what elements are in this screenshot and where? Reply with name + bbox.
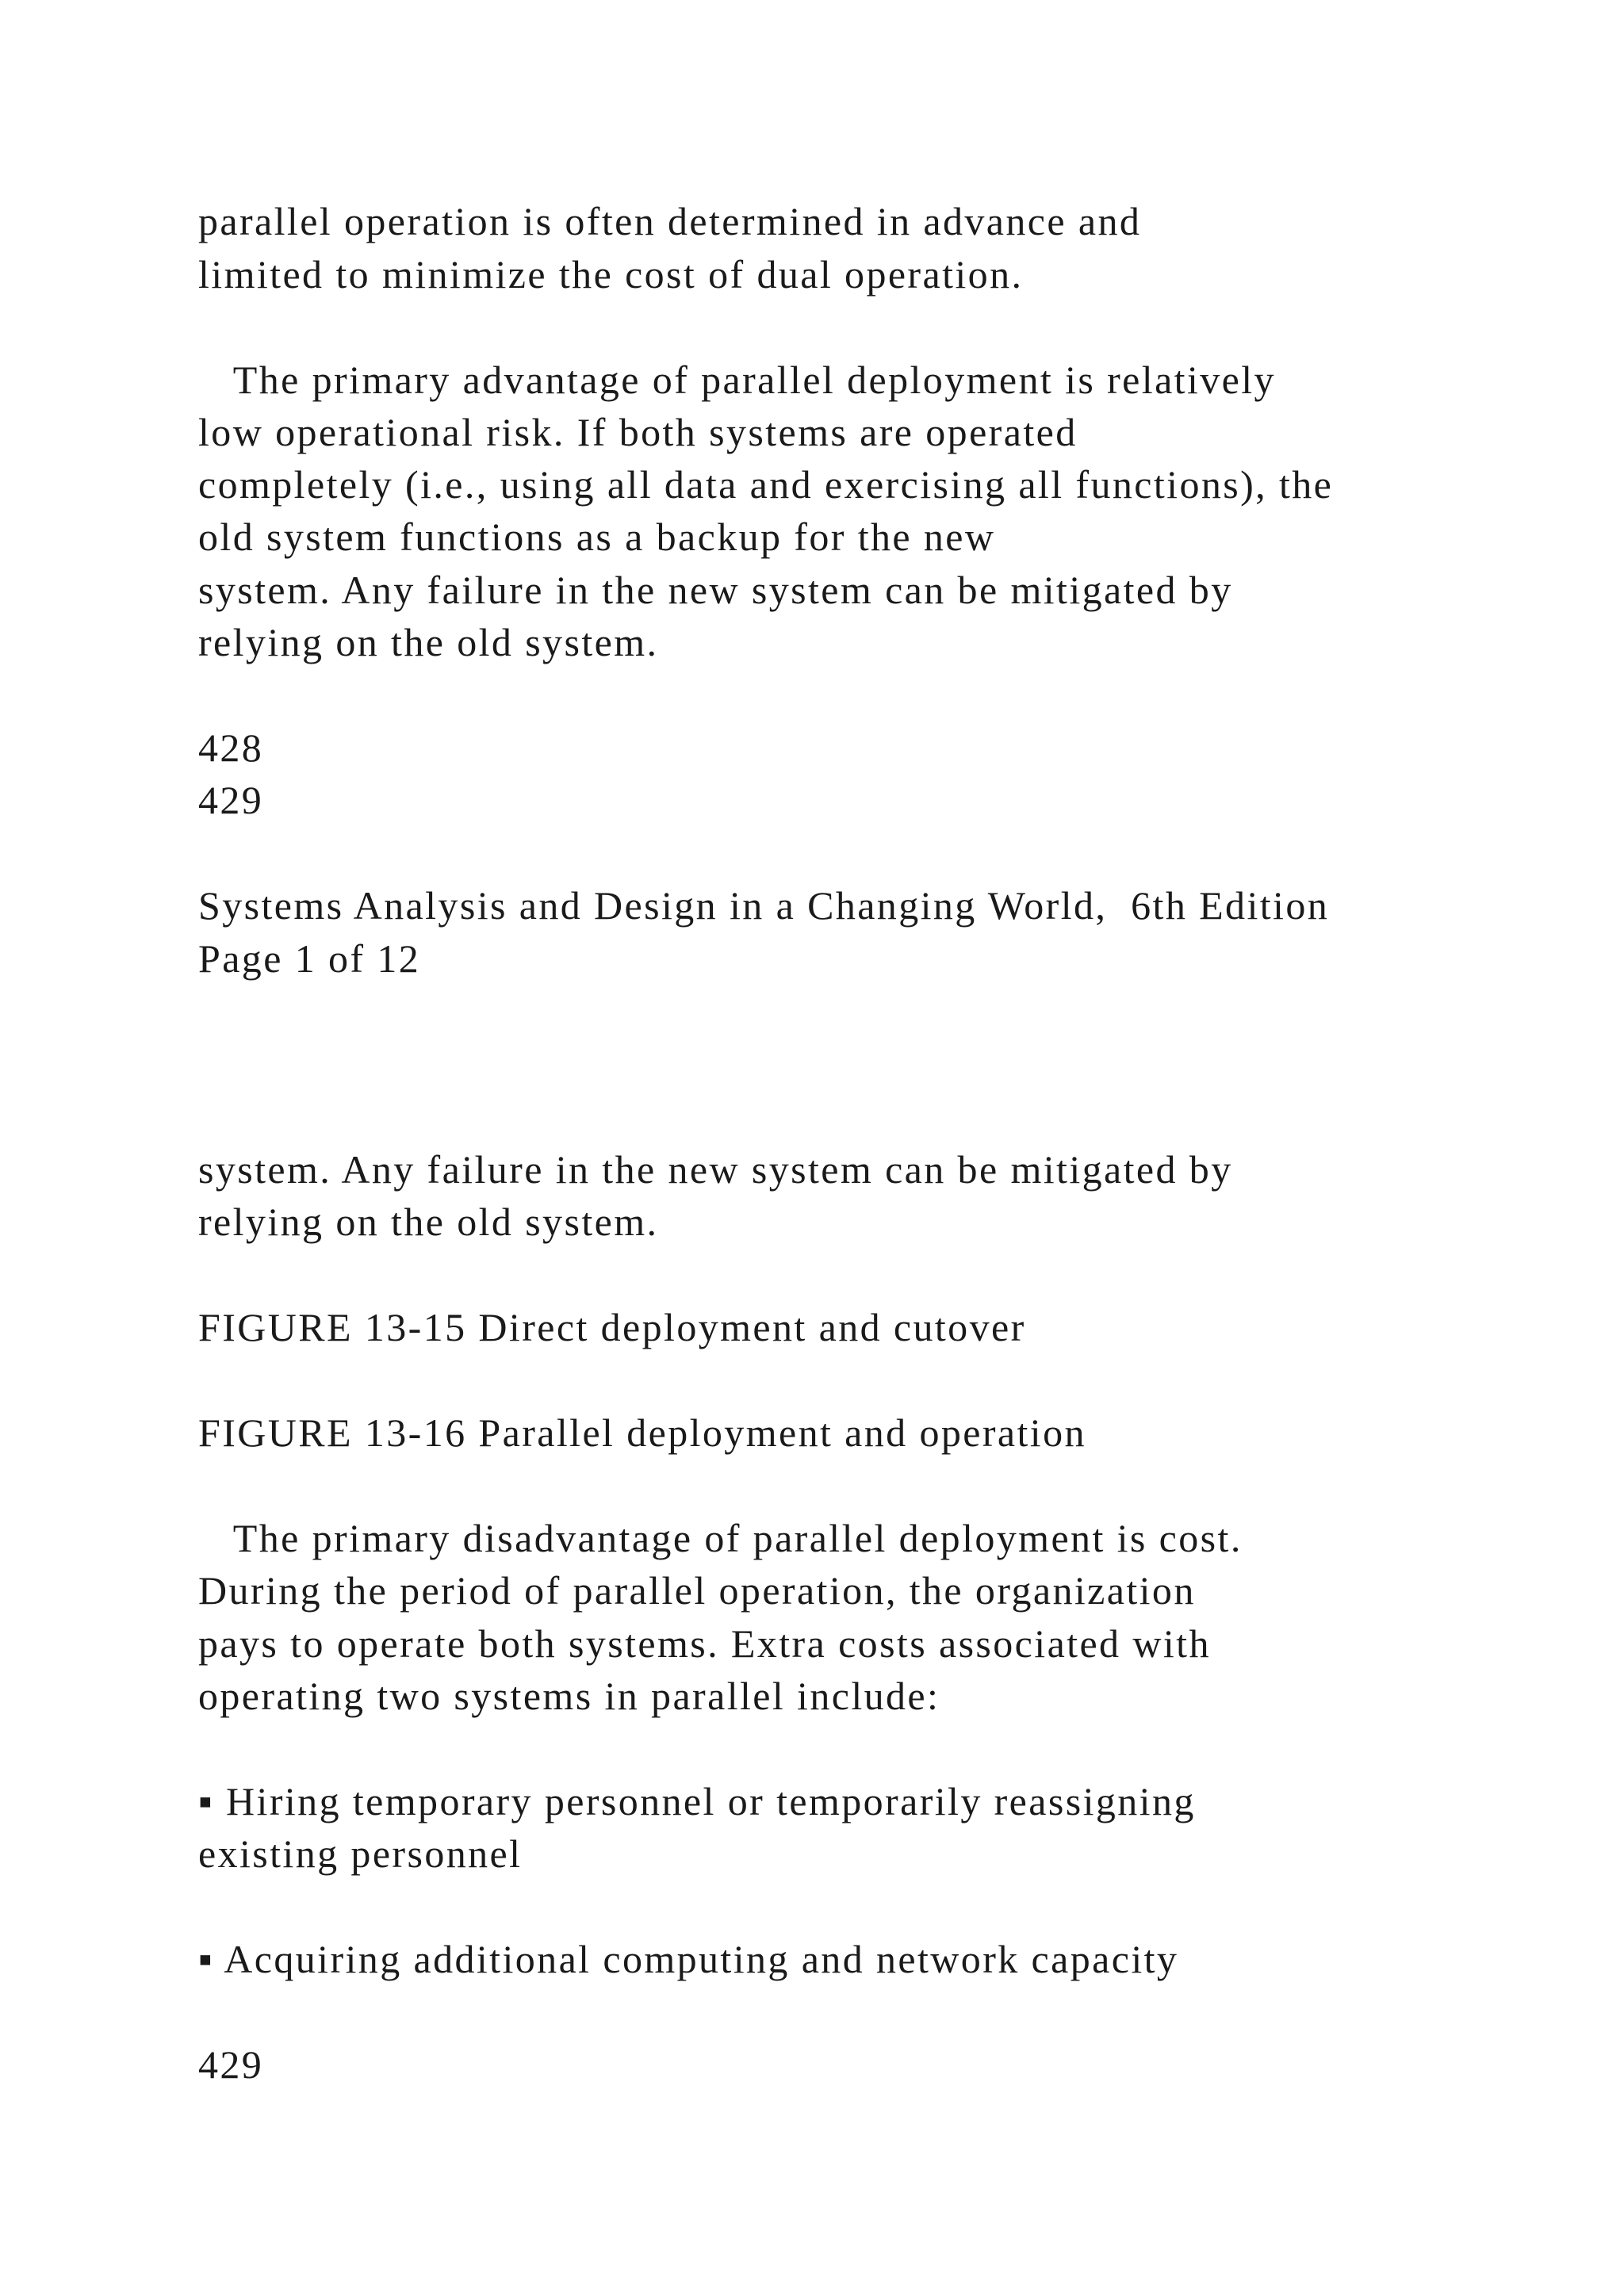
paragraph-line: low operational risk. If both systems are operated bbox=[198, 410, 1078, 454]
paragraph-line: The primary advantage of parallel deployment is relatively bbox=[198, 358, 1276, 402]
paragraph-line: relying on the old system. bbox=[198, 1200, 659, 1244]
figure-caption: FIGURE 13-15 Direct deployment and cutover bbox=[198, 1305, 1026, 1349]
paragraph-line: pays to operate both systems. Extra costs associated with bbox=[198, 1621, 1211, 1666]
bullet-item-continuation: existing personnel bbox=[198, 1831, 523, 1876]
paragraph-line: old system functions as a backup for the new bbox=[198, 515, 996, 559]
paragraph-line: relying on the old system. bbox=[198, 620, 659, 664]
paragraph-line: parallel operation is often determined in advance and bbox=[198, 199, 1142, 243]
figure-caption: FIGURE 13-16 Parallel deployment and operation bbox=[198, 1410, 1086, 1455]
paragraph-line: limited to minimize the cost of dual operation. bbox=[198, 252, 1024, 297]
bullet-item: ▪ Acquiring additional computing and network capacity bbox=[198, 1937, 1179, 1981]
page-number: 429 bbox=[198, 778, 264, 822]
paragraph-line: During the period of parallel operation, the organization bbox=[198, 1568, 1196, 1613]
paragraph-line: system. Any failure in the new system can be mitigated by bbox=[198, 1147, 1233, 1192]
paragraph-line: operating two systems in parallel include: bbox=[198, 1674, 940, 1718]
book-title: Systems Analysis and Design in a Changing World, 6th Edition bbox=[198, 883, 1330, 928]
page-number: 429 bbox=[198, 2042, 264, 2087]
paragraph-line: The primary disadvantage of parallel deployment is cost. bbox=[198, 1516, 1243, 1560]
paragraph-line: completely (i.e., using all data and exercising all functions), the bbox=[198, 462, 1334, 507]
page-indicator: Page 1 of 12 bbox=[198, 936, 421, 981]
bullet-item: ▪ Hiring temporary personnel or temporarily reassigning bbox=[198, 1779, 1196, 1823]
paragraph-line: system. Any failure in the new system can be mitigated by bbox=[198, 568, 1233, 612]
page-number: 428 bbox=[198, 725, 264, 770]
